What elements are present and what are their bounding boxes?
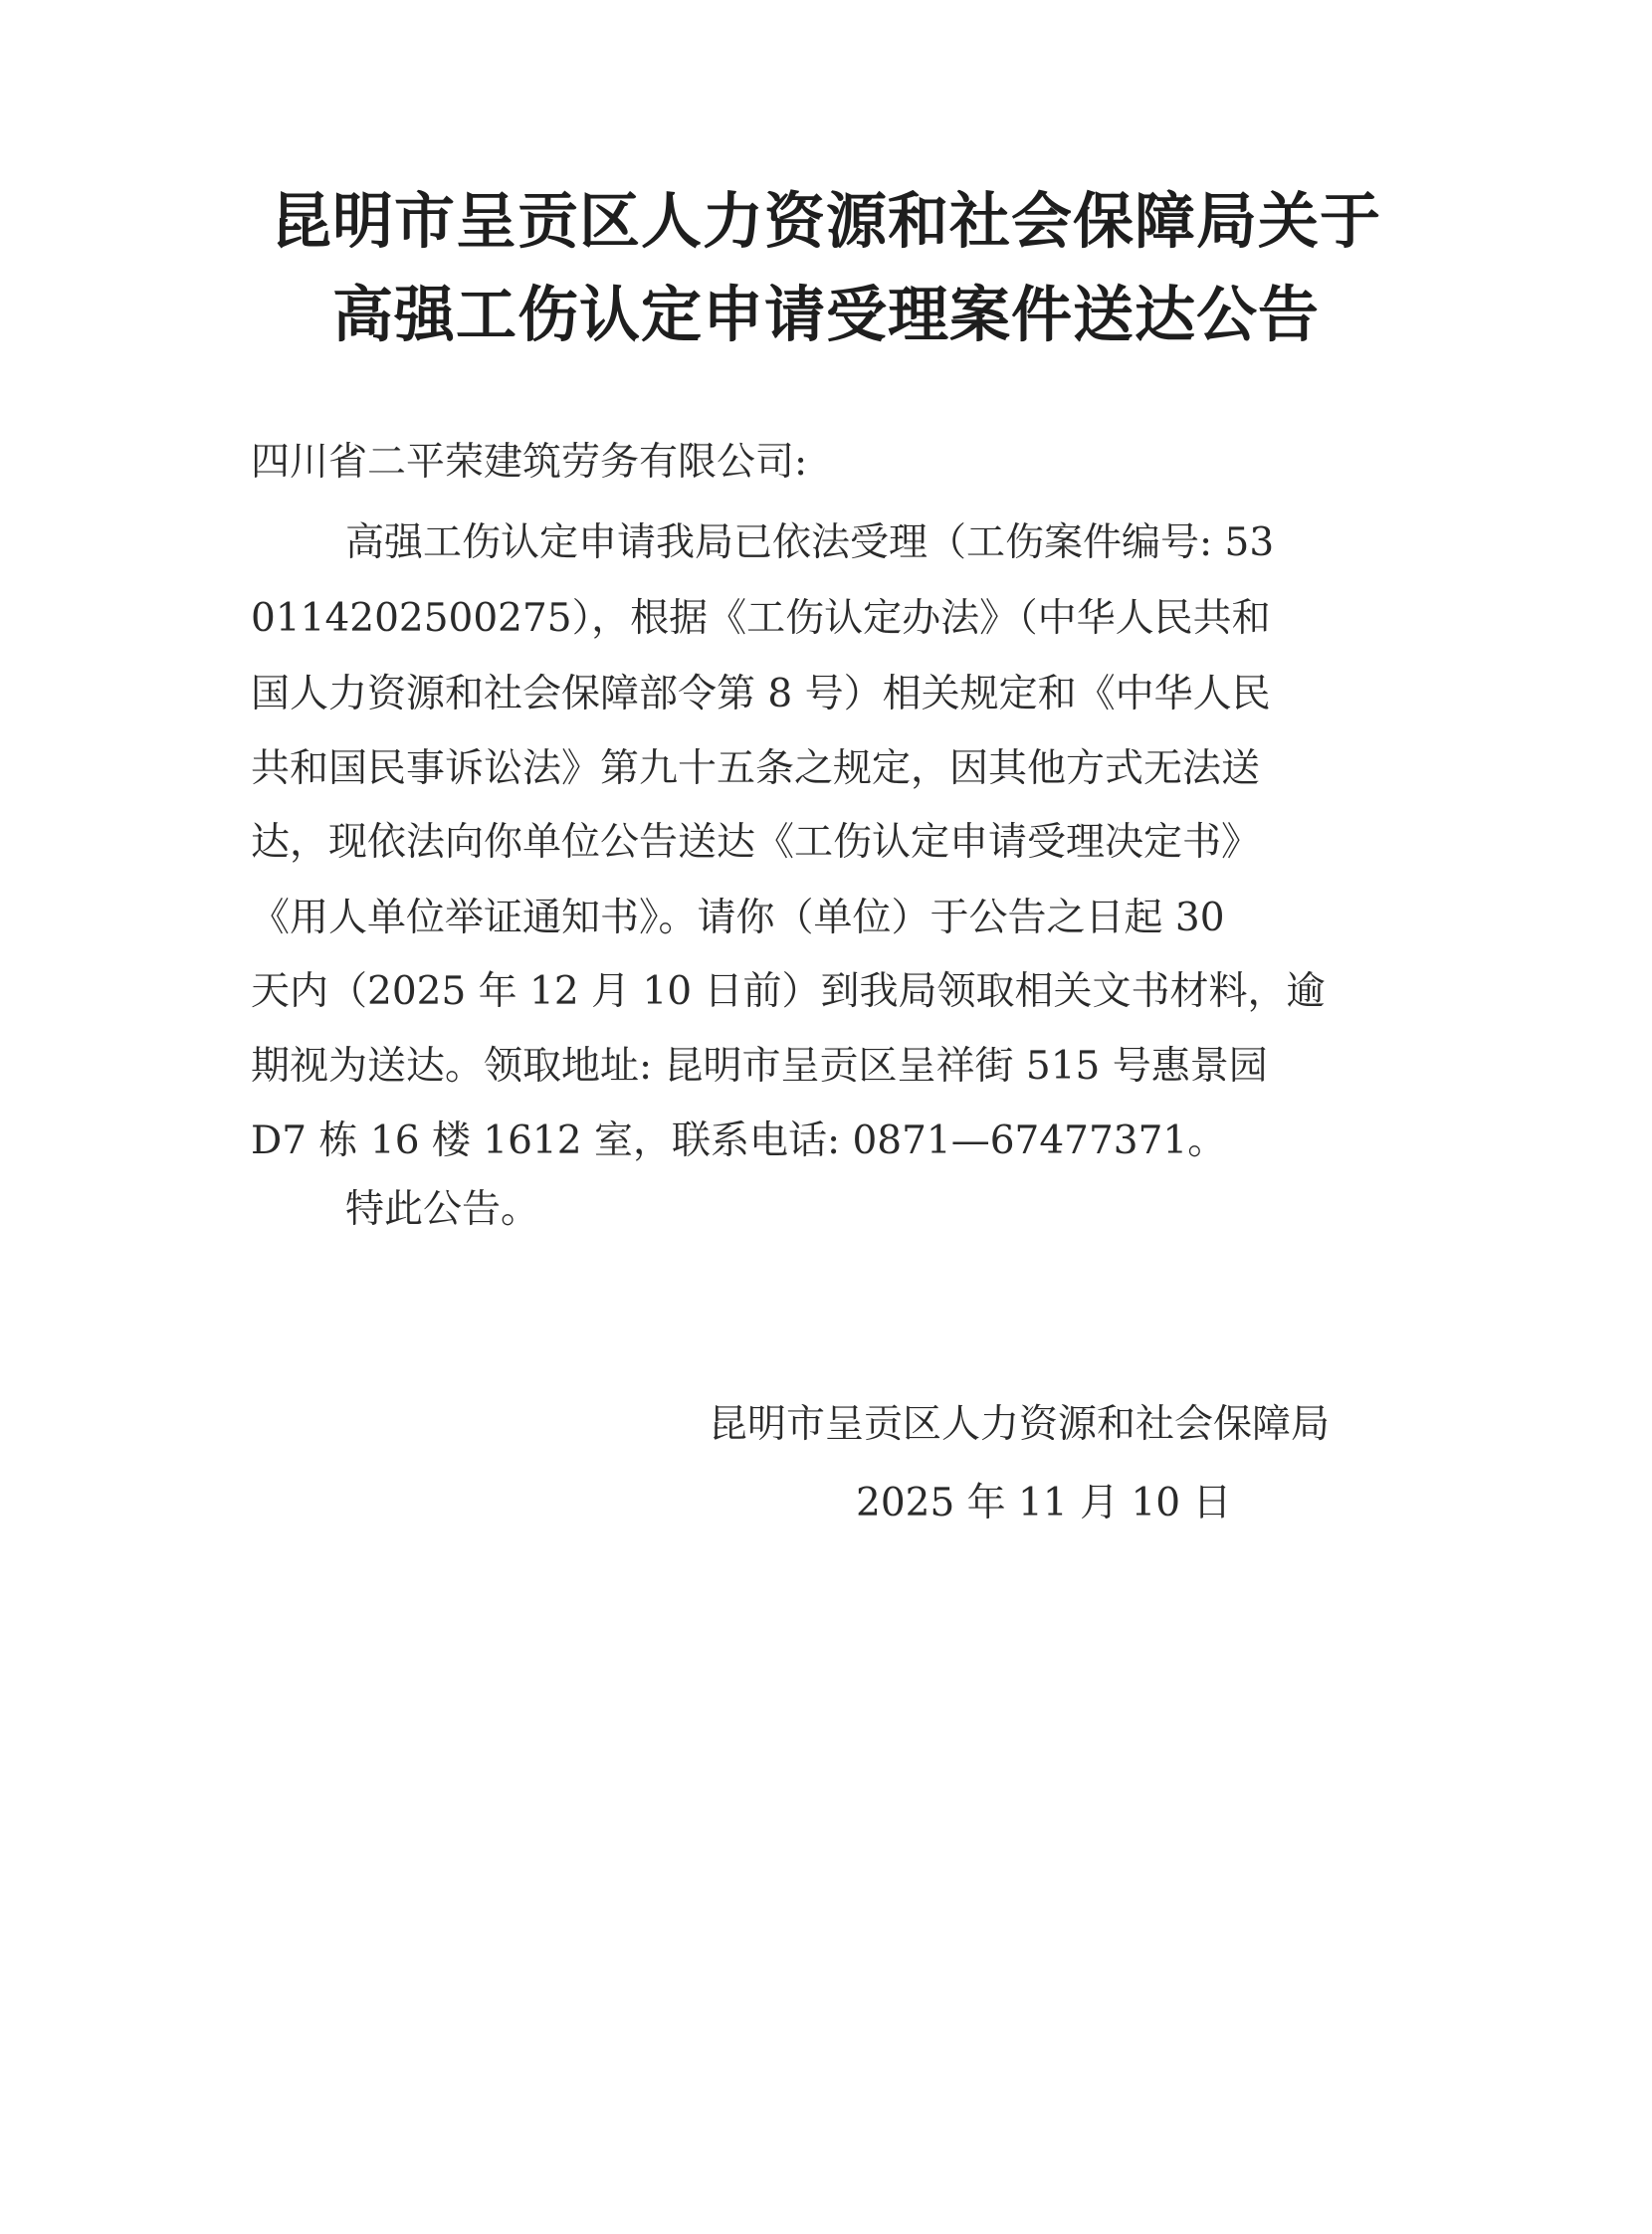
body-line-4: 共和国民事诉讼法》第九十五条之规定，因其他方式无法送 — [251, 746, 1261, 791]
closing-statement: 特此公告。 — [345, 1187, 540, 1232]
body-line-5: 达，现依法向你单位公告送达《工伤认定申请受理决定书》 — [251, 820, 1261, 865]
body-line-9: D7 栋 16 楼 1612 室，联系电话: 0871—67477371。 — [251, 1118, 1227, 1163]
body-line-7: 天内（2025 年 12 月 10 日前）到我局领取相关文书材料，逾 — [251, 969, 1326, 1014]
issue-date: 2025 年 11 月 10 日 — [856, 1481, 1232, 1525]
body-line-6: 《用人单位举证通知书》。请你（单位）于公告之日起 30 — [251, 896, 1225, 940]
body-line-3: 国人力资源和社会保障部令第 8 号）相关规定和《中华人民 — [251, 672, 1271, 716]
title-line-2: 高强工伤认定申请受理案件送达公告 — [331, 280, 1320, 350]
issuing-authority: 昆明市呈贡区人力资源和社会保障局 — [709, 1402, 1331, 1447]
body-line-1: 高强工伤认定申请我局已依法受理（工伤案件编号: 53 — [345, 520, 1275, 565]
addressee: 四川省二平荣建筑劳务有限公司: — [251, 440, 808, 485]
document-title — [0, 175, 1652, 362]
body-line-2: 0114202500275），根据《工伤认定办法》（中华人民共和 — [251, 596, 1271, 641]
title-line-1: 昆明市呈贡区人力资源和社会保障局关于 — [270, 186, 1381, 257]
body-line-8: 期视为送达。领取地址: 昆明市呈贡区呈祥街 515 号惠景园 — [251, 1044, 1268, 1089]
